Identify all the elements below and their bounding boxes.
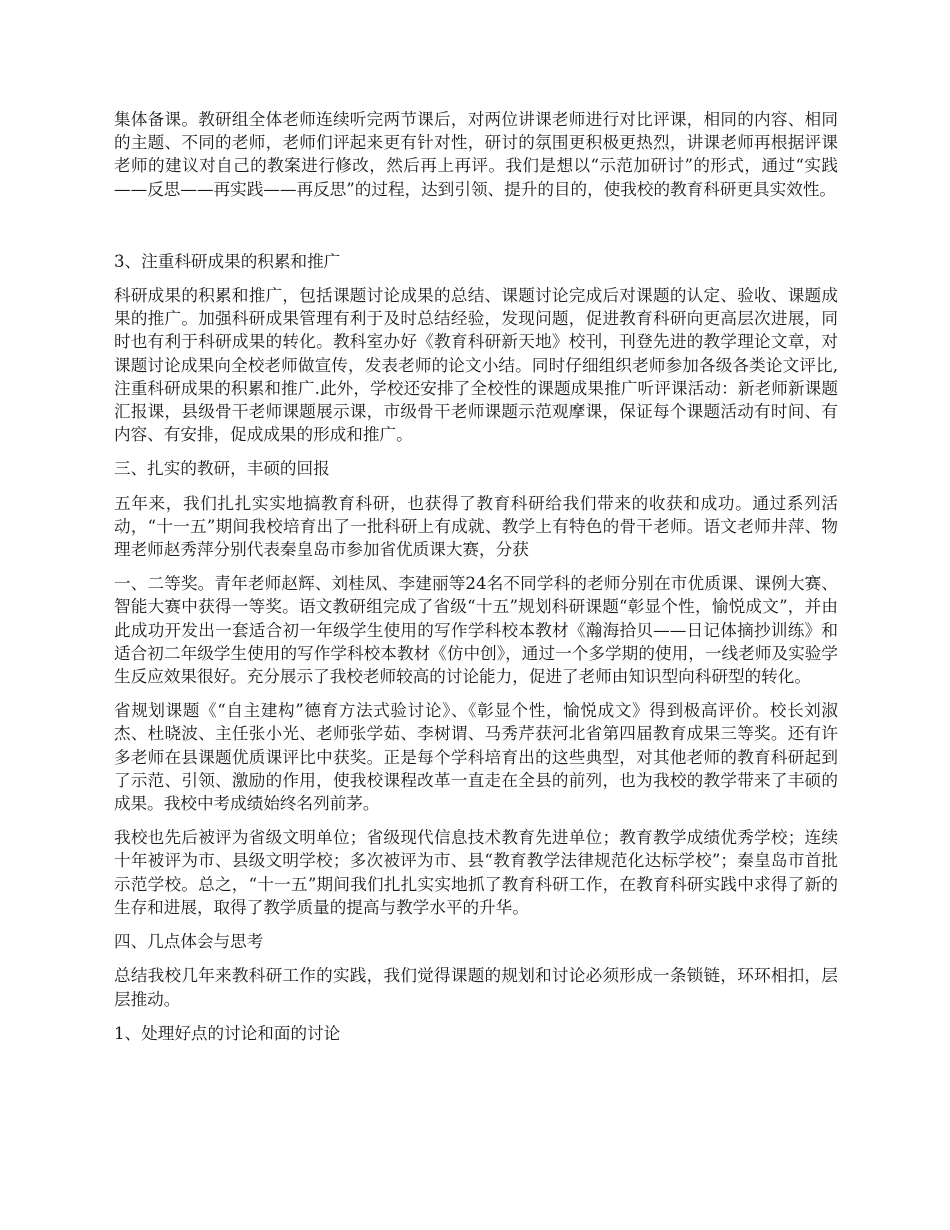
paragraph-gap	[114, 212, 838, 250]
paragraph-five-years: 五年来，我们扎扎实实地搞教育科研，也获得了教育科研给我们带来的收获和成功。通过系列活动，“十一五”期间我校培育出了一批科研上有成就、教学上有特色的骨干老师。语文老师井萍、物理老师赵秀萍分别代表秦皇岛市参加省优质课大赛，分获	[114, 493, 838, 560]
paragraph-summary: 总结我校几年来教科研工作的实践，我们觉得课题的规划和讨论必须形成一条锁链，环环相扣，层层推动。	[114, 966, 838, 1009]
paragraph-school-honors: 我校也先后被评为省级文明单位；省级现代信息技术教育先进单位；教育教学成绩优秀学校；连续十年被评为市、县级文明学校；多次被评为市、县“教育教学法律规范化达标学校”；秦皇岛市首批示范学校。总之，“十一五”期间我们扎扎实实地抓了教育科研工作，在教育科研实践中求得了新的生存和进展，取得了教学质量的提高与教学水平的升华。	[114, 828, 838, 917]
heading-point-and-surface: 1、处理好点的讨论和面的讨论	[114, 1023, 341, 1043]
heading-solid-teaching-research: 三、扎实的教研，丰硕的回报	[114, 459, 330, 479]
heading-reflections: 四、几点体会与思考	[114, 932, 264, 952]
paragraph-provincial-projects: 省规划课题《“自主建构”德育方法式验讨论》、《彰显个性，愉悦成文》得到极高评价。校长刘淑杰、杜晓波、主任张小光、老师张学茹、李树谓、马秀芹获河北省第四届教育成果三等奖。还有许多老师在县课题优质课评比中获奖。正是每个学科培育出的这些典型，对其他老师的教育科研起到了示范、引领、激励的作用，使我校课程改革一直走在全县的前列，也为我校的教学带来了丰硕的成果。我校中考成绩始终名列前茅。	[114, 701, 838, 814]
paragraph-results-promotion: 科研成果的积累和推广，包括课题讨论成果的总结、课题讨论完成后对课题的认定、验收、课题成果的推广。加强科研成果管理有利于及时总结经验，发现问题，促进教育科研向更高层次进展，同时也有利于科研成果的转化。教科室办好《教育科研新天地》校刊，刊登先进的教学理论文章，对课题讨论成果向全校老师做宣传，发表老师的论文小结。同时仔细组织老师参加各级各类论文评比,注重科研成果的积累和推广.此外，学校还安排了全校性的课题成果推广听评课活动：新老师新课题汇报课，县级骨干老师课题展示课，市级骨干老师课题示范观摩课，保证每个课题活动有时间、有内容、有安排，促成成果的形成和推广。	[114, 286, 838, 445]
paragraph-collective-lesson-prep: 集体备课。教研组全体老师连续听完两节课后，对两位讲课老师进行对比评课，相同的内容、相同的主题、不同的老师，老师们评起来更有针对性，研讨的氛围更积极更热烈，讲课老师再根据评课老师的建议对自己的教案进行修改，然后再上再评。我们是想以“示范加研讨”的形式，通过“实践——反思——再实践——再反思”的过程，达到引领、提升的目的，使我校的教育科研更具实效性。	[114, 110, 838, 199]
document-page	[114, 108, 838, 1056]
heading-research-results: 3、注重科研成果的积累和推广	[114, 251, 341, 271]
paragraph-awards: 一、二等奖。青年老师赵辉、刘桂凤、李建丽等24名不同学科的老师分别在市优质课、课例大赛、智能大赛中获得一等奖。语文教研组完成了省级“十五”规划科研课题“彰显个性，愉悦成文”，并由此成功开发出一套适合初一年级学生使用的写作学科校本教材《瀚海拾贝——日记体摘抄训练》和适合初二年级学生使用的写作学科校本教材《仿中创》，通过一个多学期的使用，一线老师及实验学生反应效果很好。充分展示了我校老师较高的讨论能力，促进了老师由知识型向科研型的转化。	[114, 574, 838, 687]
